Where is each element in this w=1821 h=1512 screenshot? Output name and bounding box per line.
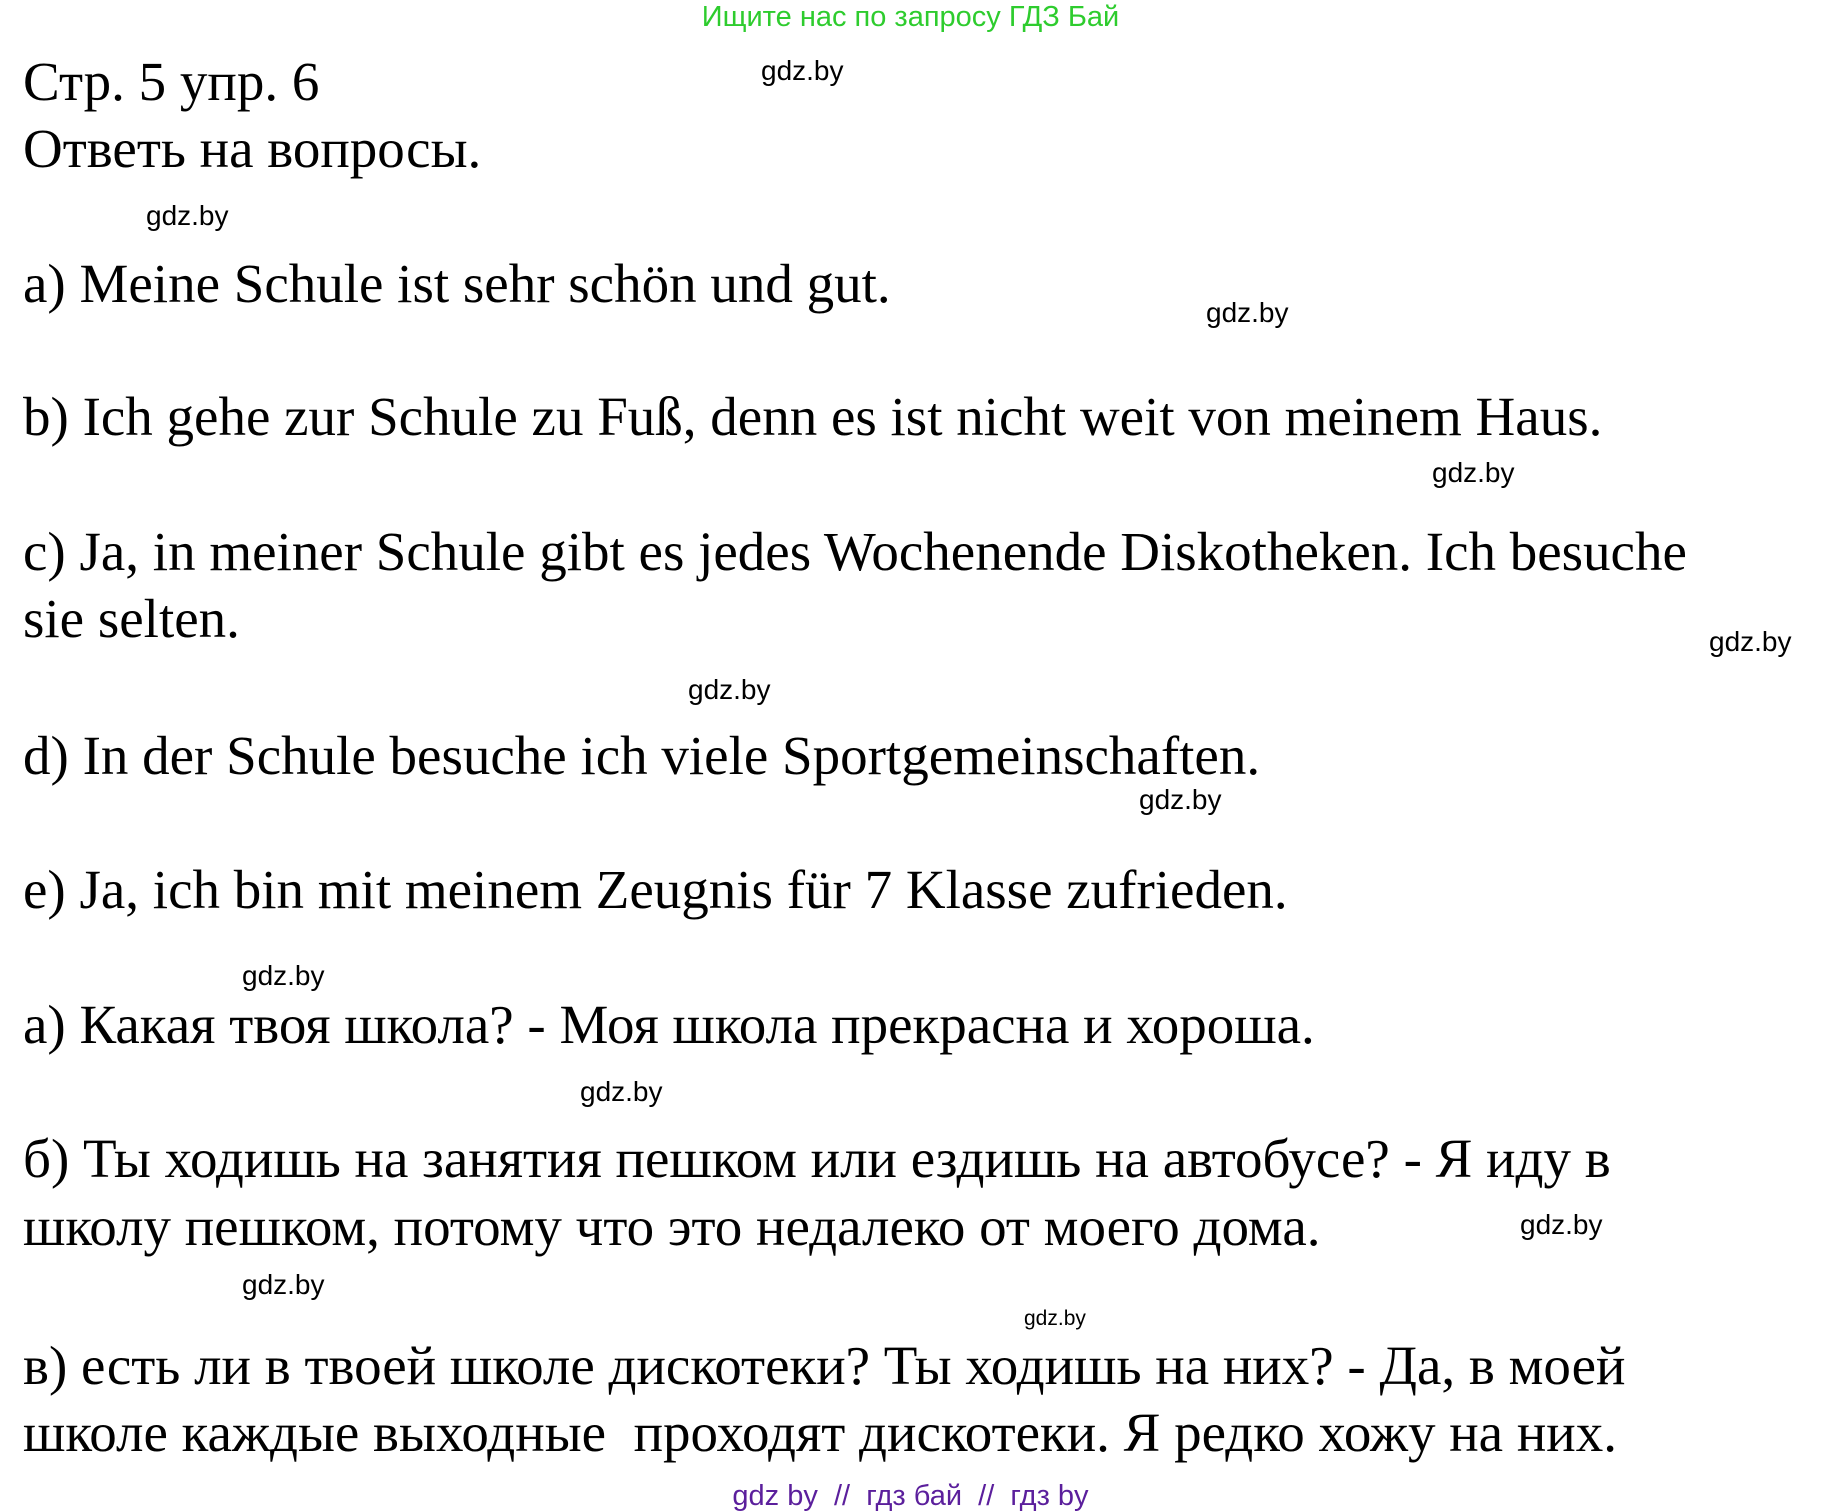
header-banner: Ищите нас по запросу ГДЗ Бай	[701, 1, 1120, 33]
watermark: gdz.by	[146, 200, 229, 231]
answer-de-b: b) Ich gehe zur Schule zu Fuß, denn es ist nicht weit von meinem Haus.	[23, 386, 1603, 447]
instruction: Ответь на вопросы.	[23, 118, 482, 179]
watermark: gdz.by	[242, 960, 325, 991]
answer-de-d: d) In der Schule besuche ich viele Sportgemeinschaften.	[23, 725, 1261, 786]
watermark: gdz.by	[688, 674, 771, 705]
watermark: gdz.by	[1139, 784, 1222, 815]
watermark: gdz.by	[1709, 626, 1792, 657]
answer-ru-b: б) Ты ходишь на занятия пешком или ездишь на автобусе? - Я иду в	[23, 1128, 1611, 1189]
answer-ru-b-cont: школу пешком, потому что это недалеко от моего дома.	[23, 1196, 1321, 1257]
watermark: gdz.by	[580, 1076, 663, 1107]
answer-de-c: c) Ja, in meiner Schule gibt es jedes Wochenende Diskotheken. Ich besuche	[23, 521, 1687, 582]
watermark: gdz.by	[1432, 457, 1515, 488]
answer-de-c-cont: sie selten.	[23, 588, 240, 649]
watermark: gdz.by	[1520, 1209, 1603, 1240]
answer-ru-v: в) есть ли в твоей школе дискотеки? Ты ходишь на них? - Да, в моей	[23, 1335, 1626, 1396]
answer-de-a: a) Meine Schule ist sehr schön und gut.	[23, 253, 891, 314]
answer-ru-a: а) Какая твоя школа? - Моя школа прекрасна и хороша.	[23, 994, 1315, 1055]
watermark: gdz.by	[1024, 1307, 1086, 1330]
watermark: gdz.by	[761, 55, 844, 86]
answer-de-e: e) Ja, ich bin mit meinem Zeugnis für 7 Klasse zufrieden.	[23, 859, 1288, 920]
page-title: Стр. 5 упр. 6	[23, 51, 320, 112]
watermark: gdz.by	[242, 1269, 325, 1300]
footer-links: gdz by // гдз бай // гдз by	[732, 1480, 1089, 1512]
answer-ru-v-cont: школе каждые выходные проходят дискотеки. Я редко хожу на них.	[23, 1402, 1617, 1463]
watermark: gdz.by	[1206, 297, 1289, 328]
